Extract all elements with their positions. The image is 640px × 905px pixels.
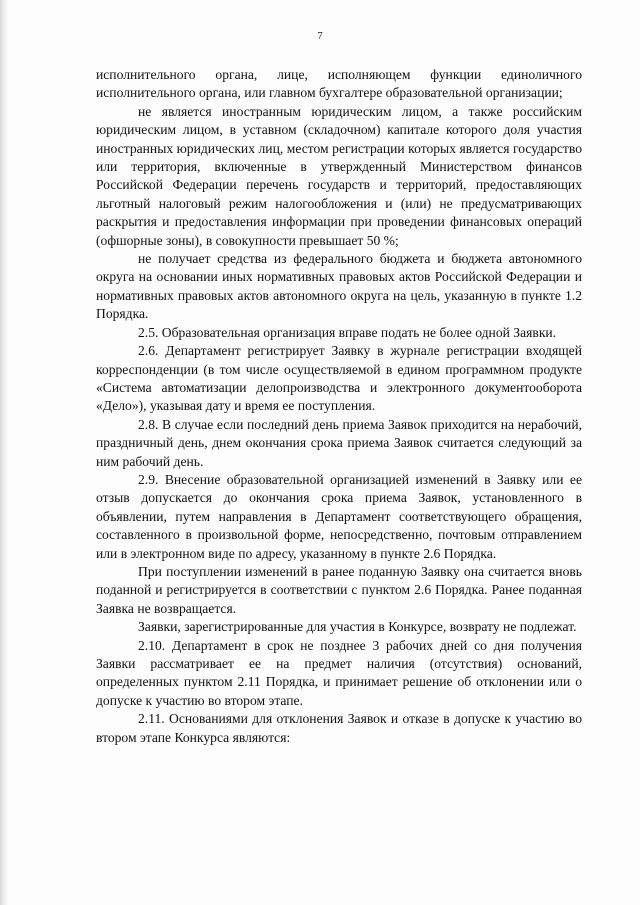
paragraph-2: не является иностранным юридическим лицом, а также российским юридическим лицом, в уставном (складочном) капитале которого доля участия иностранных юридических лиц, местом регистрации которых является государство или территория, включенные в утвержденный Министерством финансов Российской Федерации перечень государств и территорий, предоставляющих льготный налоговый режим налогообложения и (или) не предусматривающих раскрытия и предоставления информации при проведении финансовых операций (офшорные зоны), в совокупности превышает 50 %;	[96, 103, 582, 248]
paragraph-2-8: 2.8. В случае если последний день приема Заявок приходится на нерабочий, праздничный день, днем окончания срока приема Заявок считается следующий за ним рабочий день.	[96, 416, 582, 469]
page-number: 7	[317, 30, 323, 42]
paragraph-2-9-changes: При поступлении изменений в ранее поданную Заявку она считается вновь поданной и регистрируется в соответствии с пунктом 2.6 Порядка. Ранее поданная Заявка не возвращается.	[96, 563, 582, 616]
paragraph-2-5: 2.5. Образовательная организация вправе подать не более одной Заявки.	[138, 324, 557, 340]
paragraph-3: не получает средства из федерального бюджета и бюджета автономного округа на основании иных нормативных правовых актов Российской Федерации и нормативных правовых актов автономного округа на цель, указанную в пункте 1.2 Порядка.	[96, 251, 582, 322]
scan-edge-shadow	[0, 0, 9, 905]
paragraph-2-11: 2.11. Основаниями для отклонения Заявок и отказе в допуске к участию во втором этапе Конкурса являются:	[96, 711, 582, 745]
paragraph-2-6: 2.6. Департамент регистрирует Заявку в журнале регистрации входящей корреспонденции (в том числе осуществляемой в едином программном продукте «Система автоматизации делопроизводства и электронного документооборота «Дело»), указывая дату и время ее поступления.	[96, 343, 582, 414]
paragraph-2-9: 2.9. Внесение образовательной организацией изменений в Заявку или ее отзыв допускается до окончания срока приема Заявок, установленного в объявлении, путем направления в Департамент соответствующего обращения, составленного в произвольной форме, непосредственно, почтовым отправлением или в электронном виде по адресу, указанному в пункте 2.6 Порядка.	[96, 471, 582, 561]
paragraph-1: исполнительного органа, лице, исполняющем функции единоличного исполнительного органа, или главном бухгалтере образовательной организации;	[96, 67, 582, 101]
paragraph-2-10: 2.10. Департамент в срок не позднее 3 рабочих дней со дня получения Заявки рассматривает ее на предмет наличия (отсутствия) оснований, определенных пунктом 2.11 Порядка, и принимает решение об отклонении или о допуске к участию во втором этапе.	[96, 637, 582, 708]
document-body	[96, 66, 582, 747]
paragraph-2-9-no-return: Заявки, зарегистрированные для участия в Конкурсе, возврату не подлежат.	[138, 619, 577, 635]
